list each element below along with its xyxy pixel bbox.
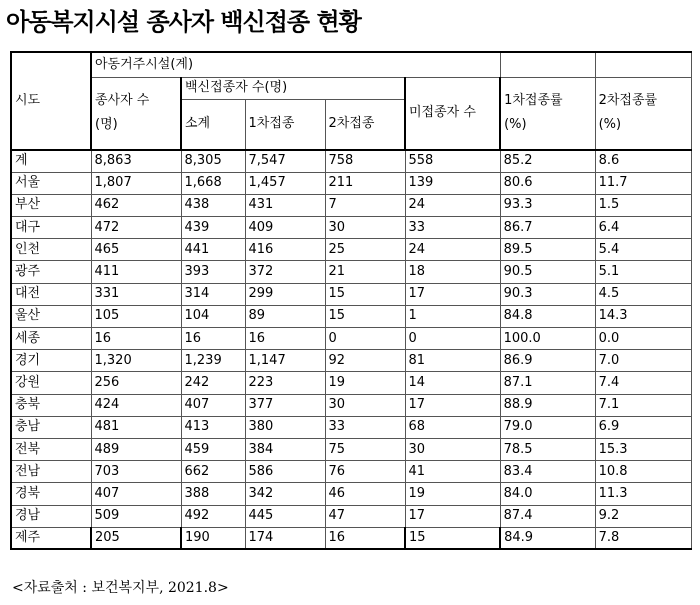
cell-staff-count: 424 (91, 394, 181, 416)
cell-staff-count: 489 (91, 438, 181, 460)
cell-staff-count: 509 (91, 505, 181, 527)
cell-dose2-rate: 8.6 (595, 150, 691, 172)
cell-dose2-rate: 7.0 (595, 350, 691, 372)
cell-dose1-count: 384 (245, 438, 325, 460)
cell-dose1-rate: 86.9 (500, 350, 595, 372)
table-row (11, 394, 691, 416)
cell-dose1-rate: 87.4 (500, 505, 595, 527)
cell-dose1-count: 377 (245, 394, 325, 416)
cell-dose1-rate: 79.0 (500, 416, 595, 438)
cell-region: 대전 (11, 283, 91, 305)
header-vaccinated-group: 백신접종자 수(명) (181, 77, 405, 99)
cell-dose2-count: 46 (325, 483, 405, 505)
cell-dose1-rate: 84.0 (500, 483, 595, 505)
cell-unvaccinated-count: 1 (405, 305, 500, 327)
cell-dose2-count: 25 (325, 239, 405, 261)
cell-staff-count: 465 (91, 239, 181, 261)
cell-region: 전북 (11, 438, 91, 460)
cell-dose2-rate: 0.0 (595, 328, 691, 350)
cell-vaccinated-subtotal: 314 (181, 283, 245, 305)
cell-vaccinated-subtotal: 1,239 (181, 350, 245, 372)
cell-dose1-rate: 84.9 (500, 527, 595, 549)
header-staff-line2: (명) (95, 117, 118, 133)
cell-dose2-count: 0 (325, 328, 405, 350)
cell-dose2-rate: 4.5 (595, 283, 691, 305)
cell-staff-count: 1,320 (91, 350, 181, 372)
cell-unvaccinated-count: 139 (405, 172, 500, 194)
cell-staff-count: 411 (91, 261, 181, 283)
cell-dose2-count: 15 (325, 283, 405, 305)
cell-region: 경북 (11, 483, 91, 505)
header-rate1-line1: 1차접종률 (504, 93, 563, 109)
cell-dose2-rate: 7.1 (595, 394, 691, 416)
header-staff-count (91, 77, 181, 150)
cell-dose1-count: 445 (245, 505, 325, 527)
cell-dose1-count: 372 (245, 261, 325, 283)
cell-dose1-rate: 89.5 (500, 239, 595, 261)
table-row (11, 483, 691, 505)
cell-unvaccinated-count: 0 (405, 328, 500, 350)
cell-dose2-count: 211 (325, 172, 405, 194)
cell-vaccinated-subtotal: 662 (181, 461, 245, 483)
cell-region: 제주 (11, 527, 91, 549)
cell-vaccinated-subtotal: 492 (181, 505, 245, 527)
cell-dose2-rate: 5.4 (595, 239, 691, 261)
cell-dose2-rate: 6.9 (595, 416, 691, 438)
cell-staff-count: 16 (91, 328, 181, 350)
cell-dose1-rate: 85.2 (500, 150, 595, 172)
cell-dose2-rate: 9.2 (595, 505, 691, 527)
cell-region: 경기 (11, 350, 91, 372)
cell-dose1-count: 16 (245, 328, 325, 350)
cell-unvaccinated-count: 17 (405, 394, 500, 416)
cell-vaccinated-subtotal: 388 (181, 483, 245, 505)
cell-unvaccinated-count: 24 (405, 194, 500, 216)
table-row (11, 172, 691, 194)
cell-staff-count: 407 (91, 483, 181, 505)
cell-dose2-count: 15 (325, 305, 405, 327)
table-row (11, 305, 691, 327)
cell-dose2-rate: 11.3 (595, 483, 691, 505)
cell-region: 충남 (11, 416, 91, 438)
header-empty-cell (595, 52, 691, 77)
cell-staff-count: 481 (91, 416, 181, 438)
cell-dose2-rate: 5.1 (595, 261, 691, 283)
cell-dose1-count: 409 (245, 217, 325, 239)
cell-vaccinated-subtotal: 459 (181, 438, 245, 460)
cell-dose2-count: 30 (325, 217, 405, 239)
cell-dose2-rate: 14.3 (595, 305, 691, 327)
cell-vaccinated-subtotal: 242 (181, 372, 245, 394)
header-sido: 시도 (11, 52, 91, 150)
page-title: 아동복지시설 종사자 백신접종 현황 (6, 8, 361, 36)
cell-region: 울산 (11, 305, 91, 327)
table-row (11, 350, 691, 372)
cell-dose1-count: 7,547 (245, 150, 325, 172)
cell-vaccinated-subtotal: 393 (181, 261, 245, 283)
cell-dose1-count: 299 (245, 283, 325, 305)
cell-dose1-count: 89 (245, 305, 325, 327)
cell-dose2-rate: 7.8 (595, 527, 691, 549)
cell-vaccinated-subtotal: 190 (181, 527, 245, 549)
cell-dose1-rate: 84.8 (500, 305, 595, 327)
cell-dose1-count: 380 (245, 416, 325, 438)
header-facility-group: 아동거주시설(계) (91, 52, 500, 77)
cell-dose2-count: 16 (325, 527, 405, 549)
cell-staff-count: 703 (91, 461, 181, 483)
cell-region: 인천 (11, 239, 91, 261)
header-rate2 (595, 77, 691, 150)
cell-unvaccinated-count: 41 (405, 461, 500, 483)
cell-dose1-count: 416 (245, 239, 325, 261)
cell-region: 충북 (11, 394, 91, 416)
header-unvaccinated: 미접종자 수 (405, 77, 500, 150)
table-row (11, 416, 691, 438)
cell-dose1-count: 431 (245, 194, 325, 216)
cell-staff-count: 1,807 (91, 172, 181, 194)
cell-unvaccinated-count: 17 (405, 283, 500, 305)
table-row (11, 261, 691, 283)
source-note: <자료출처 : 보건복지부, 2021.8> (12, 580, 229, 596)
cell-dose1-count: 1,147 (245, 350, 325, 372)
cell-unvaccinated-count: 558 (405, 150, 500, 172)
cell-dose1-rate: 83.4 (500, 461, 595, 483)
cell-dose1-count: 1,457 (245, 172, 325, 194)
cell-dose2-count: 92 (325, 350, 405, 372)
cell-dose2-rate: 7.4 (595, 372, 691, 394)
cell-dose2-rate: 10.8 (595, 461, 691, 483)
header-rate2-line1: 2차접종률 (598, 93, 658, 109)
cell-dose1-rate: 90.3 (500, 283, 595, 305)
cell-dose1-rate: 86.7 (500, 217, 595, 239)
cell-unvaccinated-count: 18 (405, 261, 500, 283)
table-row (11, 150, 691, 172)
cell-dose2-count: 7 (325, 194, 405, 216)
cell-dose2-count: 75 (325, 438, 405, 460)
cell-vaccinated-subtotal: 441 (181, 239, 245, 261)
cell-region: 강원 (11, 372, 91, 394)
table-row (11, 194, 691, 216)
table-row (11, 461, 691, 483)
cell-dose1-rate: 78.5 (500, 438, 595, 460)
table-row (11, 217, 691, 239)
cell-staff-count: 105 (91, 305, 181, 327)
cell-dose1-rate: 88.9 (500, 394, 595, 416)
header-subtotal: 소계 (181, 99, 245, 150)
table-row (11, 438, 691, 460)
cell-dose1-rate: 100.0 (500, 328, 595, 350)
table-row (11, 505, 691, 527)
cell-dose2-rate: 15.3 (595, 438, 691, 460)
cell-dose1-rate: 87.1 (500, 372, 595, 394)
cell-vaccinated-subtotal: 1,668 (181, 172, 245, 194)
cell-dose1-rate: 80.6 (500, 172, 595, 194)
cell-dose2-count: 21 (325, 261, 405, 283)
cell-dose2-rate: 6.4 (595, 217, 691, 239)
cell-unvaccinated-count: 17 (405, 505, 500, 527)
cell-dose2-count: 47 (325, 505, 405, 527)
cell-region: 부산 (11, 194, 91, 216)
table-row (11, 283, 691, 305)
cell-vaccinated-subtotal: 438 (181, 194, 245, 216)
cell-staff-count: 205 (91, 527, 181, 549)
header-rate2-line2: (%) (598, 117, 622, 133)
cell-unvaccinated-count: 14 (405, 372, 500, 394)
cell-dose2-count: 30 (325, 394, 405, 416)
cell-vaccinated-subtotal: 16 (181, 328, 245, 350)
cell-staff-count: 462 (91, 194, 181, 216)
cell-vaccinated-subtotal: 407 (181, 394, 245, 416)
table-row (11, 527, 691, 549)
cell-vaccinated-subtotal: 439 (181, 217, 245, 239)
cell-region: 경남 (11, 505, 91, 527)
cell-region: 광주 (11, 261, 91, 283)
cell-unvaccinated-count: 81 (405, 350, 500, 372)
cell-vaccinated-subtotal: 413 (181, 416, 245, 438)
header-rate1-line2: (%) (504, 117, 527, 133)
header-staff-line1: 종사자 수 (95, 93, 150, 109)
cell-dose1-rate: 93.3 (500, 194, 595, 216)
table-row (11, 239, 691, 261)
cell-unvaccinated-count: 24 (405, 239, 500, 261)
cell-dose2-count: 76 (325, 461, 405, 483)
header-rate1 (500, 77, 595, 150)
table-row (11, 372, 691, 394)
vaccination-table (10, 51, 692, 550)
cell-dose1-rate: 90.5 (500, 261, 595, 283)
table-row (11, 328, 691, 350)
cell-dose2-count: 33 (325, 416, 405, 438)
cell-unvaccinated-count: 19 (405, 483, 500, 505)
cell-unvaccinated-count: 15 (405, 527, 500, 549)
cell-region: 계 (11, 150, 91, 172)
cell-region: 세종 (11, 328, 91, 350)
cell-staff-count: 331 (91, 283, 181, 305)
cell-dose2-count: 19 (325, 372, 405, 394)
cell-dose2-count: 758 (325, 150, 405, 172)
cell-region: 전남 (11, 461, 91, 483)
cell-region: 대구 (11, 217, 91, 239)
cell-unvaccinated-count: 68 (405, 416, 500, 438)
cell-dose2-rate: 11.7 (595, 172, 691, 194)
header-dose2: 2차접종 (325, 99, 405, 150)
header-dose1: 1차접종 (245, 99, 325, 150)
cell-dose2-rate: 1.5 (595, 194, 691, 216)
cell-dose1-count: 174 (245, 527, 325, 549)
cell-dose1-count: 342 (245, 483, 325, 505)
cell-staff-count: 472 (91, 217, 181, 239)
cell-unvaccinated-count: 30 (405, 438, 500, 460)
header-empty-cell (500, 52, 595, 77)
cell-vaccinated-subtotal: 8,305 (181, 150, 245, 172)
cell-dose1-count: 586 (245, 461, 325, 483)
cell-staff-count: 8,863 (91, 150, 181, 172)
cell-dose1-count: 223 (245, 372, 325, 394)
cell-unvaccinated-count: 33 (405, 217, 500, 239)
cell-vaccinated-subtotal: 104 (181, 305, 245, 327)
cell-staff-count: 256 (91, 372, 181, 394)
cell-region: 서울 (11, 172, 91, 194)
